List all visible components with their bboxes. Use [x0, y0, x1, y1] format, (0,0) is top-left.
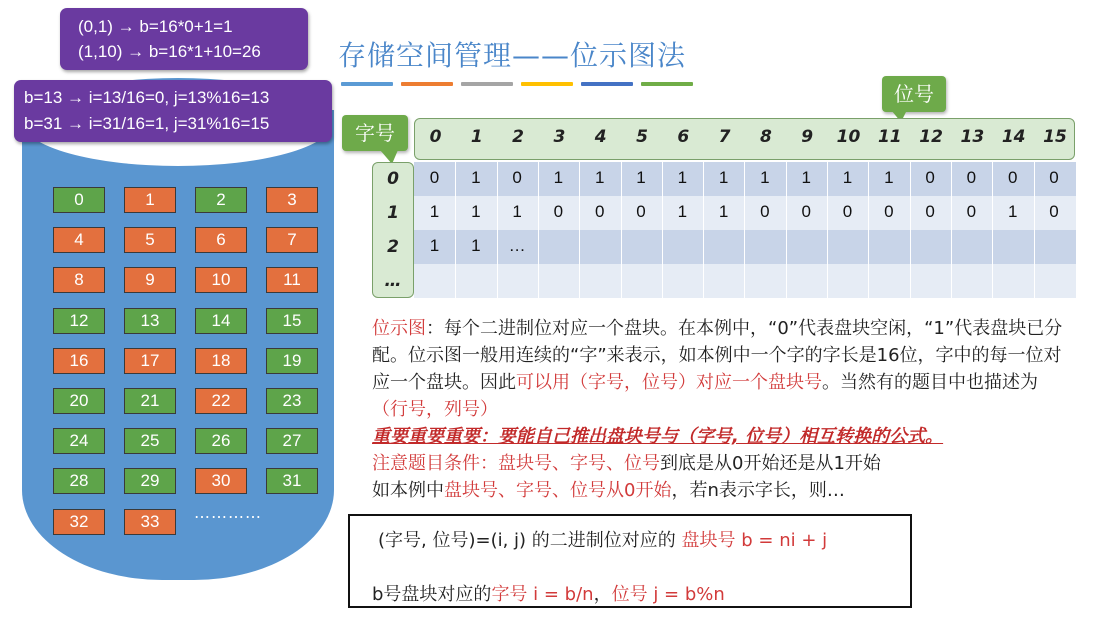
- formula-line-word-bit: [372, 580, 725, 606]
- disk-block: 8: [53, 267, 105, 293]
- formula-highlight: 位号 j = b%n: [611, 584, 725, 605]
- bit-cell: 0: [966, 202, 977, 221]
- title-underline-bar: [461, 82, 513, 86]
- bit-cell: 1: [677, 168, 688, 187]
- bit-cell: 0: [842, 202, 853, 221]
- highlight-text: 注意题目条件：盘块号、字号、位号: [372, 453, 660, 474]
- bit-cell: 1: [429, 202, 440, 221]
- formula-text: (字号, 位号)=(i, j) 的二进制位对应的: [378, 530, 682, 551]
- disk-block: 26: [195, 428, 247, 454]
- word-number-callout: 字号: [342, 115, 408, 151]
- explanation-sentence: 如本例中: [372, 480, 444, 501]
- example-line: b=13 → i=13/16=0, j=13%16=13: [24, 88, 270, 107]
- bit-cell: 1: [842, 168, 853, 187]
- bit-number-header-cell: 8: [759, 127, 772, 147]
- disk-block: 28: [53, 468, 105, 494]
- highlight-text: 盘块号、字号、位号从0开始: [444, 480, 672, 501]
- bit-cell: 0: [429, 168, 440, 187]
- example-line: (1,10) → b=16*1+10=26: [78, 42, 261, 61]
- bit-number-header-cell: 4: [594, 127, 607, 147]
- formula-text: ，: [593, 584, 612, 605]
- disk-block: 18: [195, 348, 247, 374]
- bit-number-header-cell: 0: [429, 127, 442, 147]
- bit-number-header-cell: 6: [677, 127, 690, 147]
- bit-cell: 1: [594, 168, 605, 187]
- example-box-word-bit-to-block: [60, 8, 308, 70]
- disk-block: 7: [266, 227, 318, 253]
- bit-number-callout: 位号: [882, 76, 946, 112]
- explanation-sentence: ：每个二进制位对应一个盘块。在本例中，“0”代表盘块空闲，“1”代表盘块已分配。位示图一般用连续的“字”来表示，如本例中一个字的字长是16位，字中的每一位对应一个盘块。因此: [372, 318, 1063, 393]
- bit-cell: 0: [966, 168, 977, 187]
- title-underline-bar: [401, 82, 453, 86]
- disk-block: 10: [195, 267, 247, 293]
- bit-cell: 1: [718, 168, 729, 187]
- word-number-column: [372, 162, 414, 298]
- bit-cell: 0: [594, 202, 605, 221]
- disk-block: 22: [195, 388, 247, 414]
- bitmap-row: [414, 230, 1076, 264]
- disk-block: 24: [53, 428, 105, 454]
- disk-block: 27: [266, 428, 318, 454]
- disk-ellipsis: …………: [194, 503, 262, 522]
- bit-cell: 0: [512, 168, 522, 187]
- disk-block: 19: [266, 348, 318, 374]
- explanation-sentence: ，若n表示字长，则…: [671, 480, 845, 501]
- disk-block: 33: [124, 509, 176, 535]
- page-title: 存储空间管理——位示图法: [338, 39, 687, 72]
- bitmap-row: [414, 196, 1076, 230]
- bit-cell: 0: [925, 168, 935, 187]
- bit-number-header-cell: 14: [1001, 127, 1026, 147]
- bit-cell: 1: [884, 168, 894, 187]
- bit-cell: 1: [677, 202, 688, 221]
- disk-block: 4: [53, 227, 105, 253]
- disk-block: 14: [195, 308, 247, 334]
- bit-cell: 1: [471, 236, 481, 255]
- bit-cell: 0: [801, 202, 811, 221]
- bit-number-header-cell: 3: [553, 127, 566, 147]
- bit-number-header-cell: 11: [877, 127, 902, 147]
- bit-cell: 0: [636, 202, 646, 221]
- word-number-cell: 1: [387, 203, 399, 223]
- disk-block: 29: [124, 468, 176, 494]
- bit-cell: 0: [553, 202, 564, 221]
- disk-block: 30: [195, 468, 247, 494]
- example-line: (0,1) → b=16*0+1=1: [78, 17, 233, 36]
- bit-number-header: [414, 118, 1075, 160]
- bit-number-header-cell: 5: [636, 127, 648, 147]
- title-underline-bar: [521, 82, 573, 86]
- bitmap-term: 位示图: [372, 318, 426, 339]
- bit-cell: 1: [471, 202, 481, 221]
- disk-block: 5: [124, 227, 176, 253]
- title-underline-bar: [641, 82, 693, 86]
- formula-highlight: 盘块号 b = ni + j: [681, 530, 828, 551]
- bit-number-header-cell: 7: [718, 127, 731, 147]
- disk-block: 9: [124, 267, 176, 293]
- bit-cell: 0: [760, 202, 770, 221]
- disk-block: 25: [124, 428, 176, 454]
- bit-cell: 1: [801, 168, 811, 187]
- bit-cell: 1: [471, 168, 481, 187]
- disk-block: 31: [266, 468, 318, 494]
- disk-block: 16: [53, 348, 105, 374]
- disk-block: 20: [53, 388, 105, 414]
- disk-block: 13: [124, 308, 176, 334]
- disk-block: 15: [266, 308, 318, 334]
- example-note: [372, 477, 1072, 504]
- bit-cell: 0: [884, 202, 894, 221]
- bit-cell: 1: [636, 168, 646, 187]
- disk-block: 32: [53, 509, 105, 535]
- bit-number-header-cell: 1: [470, 127, 483, 147]
- disk-block: 0: [53, 187, 105, 213]
- important-note: 重要重要重要：要能自己推出盘块号与（字号, 位号）相互转换的公式。: [372, 426, 944, 447]
- bit-cell: 0: [1007, 168, 1018, 187]
- example-line: b=31 → i=31/16=1, j=31%16=15: [24, 114, 270, 133]
- bit-number-header-cell: 12: [919, 127, 943, 147]
- disk-block: 11: [266, 267, 318, 293]
- disk-block: 1: [124, 187, 176, 213]
- bit-number-header-cell: 13: [960, 127, 985, 147]
- bit-cell: 0: [1049, 168, 1059, 187]
- disk-block: 23: [266, 388, 318, 414]
- disk-block: 12: [53, 308, 105, 334]
- bitmap-row: [414, 162, 1076, 196]
- example-box-block-to-word-bit: [14, 80, 332, 142]
- highlight-text: 可以用（字号，位号）对应一个盘块号: [516, 372, 822, 393]
- word-number-cell: …: [384, 271, 402, 291]
- formula-line-block-number: [378, 526, 827, 552]
- disk-block: 17: [124, 348, 176, 374]
- disk-block: 21: [124, 388, 176, 414]
- word-number-cell: 2: [387, 237, 399, 257]
- title-underline-bar: [341, 82, 393, 86]
- bit-number-header-cell: 9: [801, 127, 814, 147]
- bit-cell: 1: [512, 202, 522, 221]
- disk-block: 3: [266, 187, 318, 213]
- explanation-text: [372, 315, 1072, 504]
- bit-cell: …: [508, 236, 526, 255]
- word-number-cell: 0: [387, 169, 399, 189]
- bit-cell: 0: [925, 202, 935, 221]
- bitmap-row: [414, 264, 1076, 298]
- bit-cell: 0: [1049, 202, 1059, 221]
- formula-box: [348, 514, 912, 608]
- attention-note: [372, 450, 1072, 477]
- explanation-paragraph: [372, 315, 1072, 423]
- bit-cell: 1: [553, 168, 564, 187]
- bit-number-header-cell: 15: [1043, 127, 1067, 147]
- bit-number-header-cell: 2: [512, 127, 525, 147]
- explanation-sentence: 到底是从0开始还是从1开始: [660, 453, 881, 474]
- explanation-sentence: 。当然有的题目中也描述为: [822, 372, 1038, 393]
- formula-highlight: 字号 i = b/n: [491, 584, 594, 605]
- bit-cell: 1: [718, 202, 729, 221]
- bit-number-header-cell: 10: [836, 127, 861, 147]
- title-underline-bar: [581, 82, 633, 86]
- bit-cell: 1: [1007, 202, 1018, 221]
- highlight-text: （行号，列号）: [372, 399, 498, 420]
- bit-cell: 1: [760, 168, 770, 187]
- disk-block: 6: [195, 227, 247, 253]
- bit-cell: 1: [429, 236, 440, 255]
- disk-block: 2: [195, 187, 247, 213]
- formula-text: b号盘块对应的: [372, 584, 492, 605]
